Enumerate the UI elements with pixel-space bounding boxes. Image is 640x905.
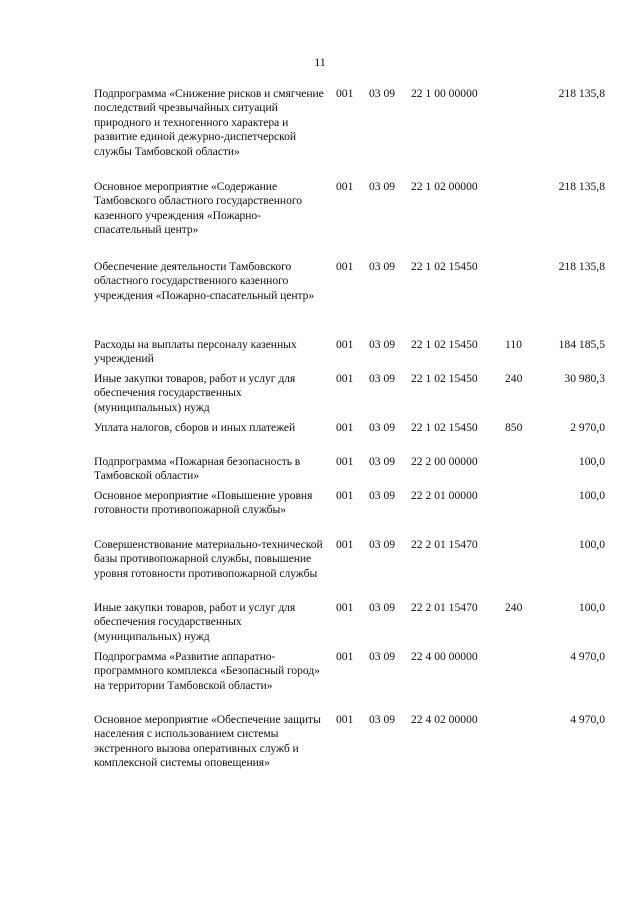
admin-code: 001 [336, 538, 354, 551]
amount: 100,0 [578, 538, 605, 551]
program-code: 22 2 01 15470 [411, 538, 478, 551]
program-code: 22 1 02 00000 [411, 180, 478, 193]
section-code: 03 09 [369, 538, 396, 551]
row-description: Уплата налогов, сборов и иных платежей [94, 421, 296, 434]
page-number: 11 [314, 55, 326, 69]
row-description: Расходы на выплаты персоналу казенных учреждений [94, 338, 297, 366]
amount: 30 980,3 [564, 372, 605, 385]
admin-code: 001 [336, 601, 354, 614]
section-code: 03 09 [369, 489, 396, 502]
program-code: 22 4 02 00000 [411, 713, 478, 726]
section-code: 03 09 [369, 338, 396, 351]
amount: 100,0 [578, 489, 605, 502]
row-description: Основное мероприятие «Повышение уровня готовности противопожарной службы» [94, 489, 313, 517]
admin-code: 001 [336, 87, 354, 100]
admin-code: 001 [336, 260, 354, 273]
amount: 100,0 [578, 601, 605, 614]
admin-code: 001 [336, 489, 354, 502]
admin-code: 001 [336, 713, 354, 726]
amount: 184 185,5 [558, 338, 605, 351]
row-description: Подпрограмма «Пожарная безопасность в Тамбовской области» [94, 455, 301, 483]
amount: 218 135,8 [558, 180, 605, 193]
admin-code: 001 [336, 372, 354, 385]
amount: 100,0 [578, 455, 605, 468]
section-code: 03 09 [369, 260, 396, 273]
row-description: Основное мероприятие «Обеспечение защиты населения с использованием системы экстренного вызова оперативных служб и комплексной системы оповещения» [94, 713, 321, 770]
admin-code: 001 [336, 650, 354, 663]
program-code: 22 2 01 15470 [411, 601, 478, 614]
row-description: Подпрограмма «Развитие аппаратно-программного комплекса «Безопасный город» на территории Тамбовской области» [94, 650, 320, 692]
row-description: Подпрограмма «Снижение рисков и смягчение последствий чрезвычайных ситуаций природного и техногенного характера и развитие единой дежурно-диспетчерской службы Тамбовской области» [94, 87, 324, 158]
amount: 4 970,0 [570, 713, 605, 726]
program-code: 22 4 00 00000 [411, 650, 478, 663]
program-code: 22 1 02 15450 [411, 421, 478, 434]
amount: 218 135,8 [558, 260, 605, 273]
section-code: 03 09 [369, 713, 396, 726]
expense-type-code: 240 [505, 372, 523, 385]
row-description: Основное мероприятие «Содержание Тамбовского областного государственного казенного учреждения «Пожарно-спасательный центр» [94, 180, 302, 237]
program-code: 22 1 02 15450 [411, 372, 478, 385]
row-description: Иные закупки товаров, работ и услуг для обеспечения государственных (муниципальных) нужд [94, 601, 296, 643]
section-code: 03 09 [369, 87, 396, 100]
expense-type-code: 240 [505, 601, 523, 614]
amount: 4 970,0 [570, 650, 605, 663]
expense-type-code: 850 [505, 421, 523, 434]
section-code: 03 09 [369, 421, 396, 434]
row-description: Совершенствование материально-технической базы противопожарной службы, повышение уровня готовности противопожарной службы [94, 538, 323, 580]
section-code: 03 09 [369, 455, 396, 468]
amount: 218 135,8 [558, 87, 605, 100]
admin-code: 001 [336, 338, 354, 351]
admin-code: 001 [336, 455, 354, 468]
section-code: 03 09 [369, 180, 396, 193]
admin-code: 001 [336, 180, 354, 193]
program-code: 22 1 00 00000 [411, 87, 478, 100]
admin-code: 001 [336, 421, 354, 434]
section-code: 03 09 [369, 372, 396, 385]
section-code: 03 09 [369, 650, 396, 663]
program-code: 22 1 02 15450 [411, 260, 478, 273]
expense-type-code: 110 [505, 338, 522, 351]
row-description: Иные закупки товаров, работ и услуг для обеспечения государственных (муниципальных) нужд [94, 372, 296, 414]
program-code: 22 2 01 00000 [411, 489, 478, 502]
program-code: 22 2 00 00000 [411, 455, 478, 468]
section-code: 03 09 [369, 601, 396, 614]
row-description: Обеспечение деятельности Тамбовского областного государственного казенного учреждения «Пожарно-спасательный центр» [94, 260, 315, 302]
program-code: 22 1 02 15450 [411, 338, 478, 351]
amount: 2 970,0 [570, 421, 605, 434]
